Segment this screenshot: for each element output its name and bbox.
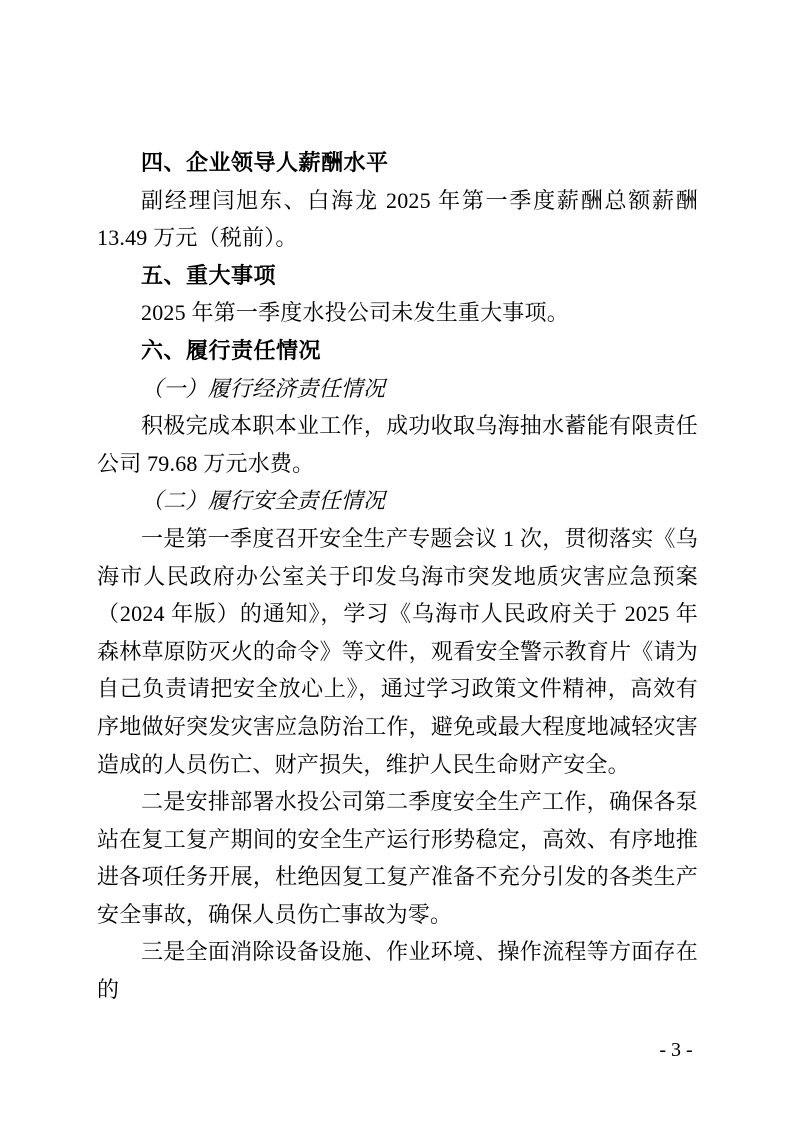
section-heading: 六、履行责任情况 (141, 337, 322, 363)
body-paragraph: 积极完成本职本业工作，成功收取乌海抽水蓄能有限责任公司 79.68 万元水费。 (97, 413, 698, 476)
section-heading: 四、企业领导人薪酬水平 (141, 150, 389, 175)
body-paragraph: 二是安排部署水投公司第二季度安全生产工作，确保各泵站在复工复产期间的安全生产运行形势稳定，高效、有序地推进各项任务开展，杜绝因复工复产准备不充分引发的各类生产安全事故，确保人员伤亡事故为零。 (97, 789, 698, 927)
sub-section-heading: （二）履行安全责任情况 (141, 488, 386, 514)
body-paragraph: 一是第一季度召开安全生产专题会议 1 次，贯彻落实《乌海市人民政府办公室关于印发乌海市突发地质灾害应急预案（2024 年版）的通知》，学习《乌海市人民政府关于 2025 年森林草原防灭火的命令》等文件，观看安全警示教育片《请为自己负责请把安全放心上》，通过学习政策文件精神，高效有序地做好突发灾害应急防治工作，避免或最大程度地减轻灾害造成的人员伤亡、财产损失，维护人民生命财产安全。 (97, 525, 698, 777)
body-paragraph: 三是全面消除设备设施、作业环境、操作流程等方面存在的 (97, 939, 698, 1003)
body-paragraph: 2025 年第一季度水投公司未发生重大事项。 (141, 300, 569, 326)
document-body (97, 144, 698, 1009)
sub-section-heading: （一）履行经济责任情况 (141, 375, 386, 401)
section-heading: 五、重大事项 (141, 262, 277, 288)
page-number: - 3 - (659, 1039, 693, 1061)
body-paragraph: 副经理闫旭东、白海龙 2025 年第一季度薪酬总额薪酬 13.49 万元（税前）。 (97, 187, 698, 251)
page-footer (628, 1037, 724, 1063)
